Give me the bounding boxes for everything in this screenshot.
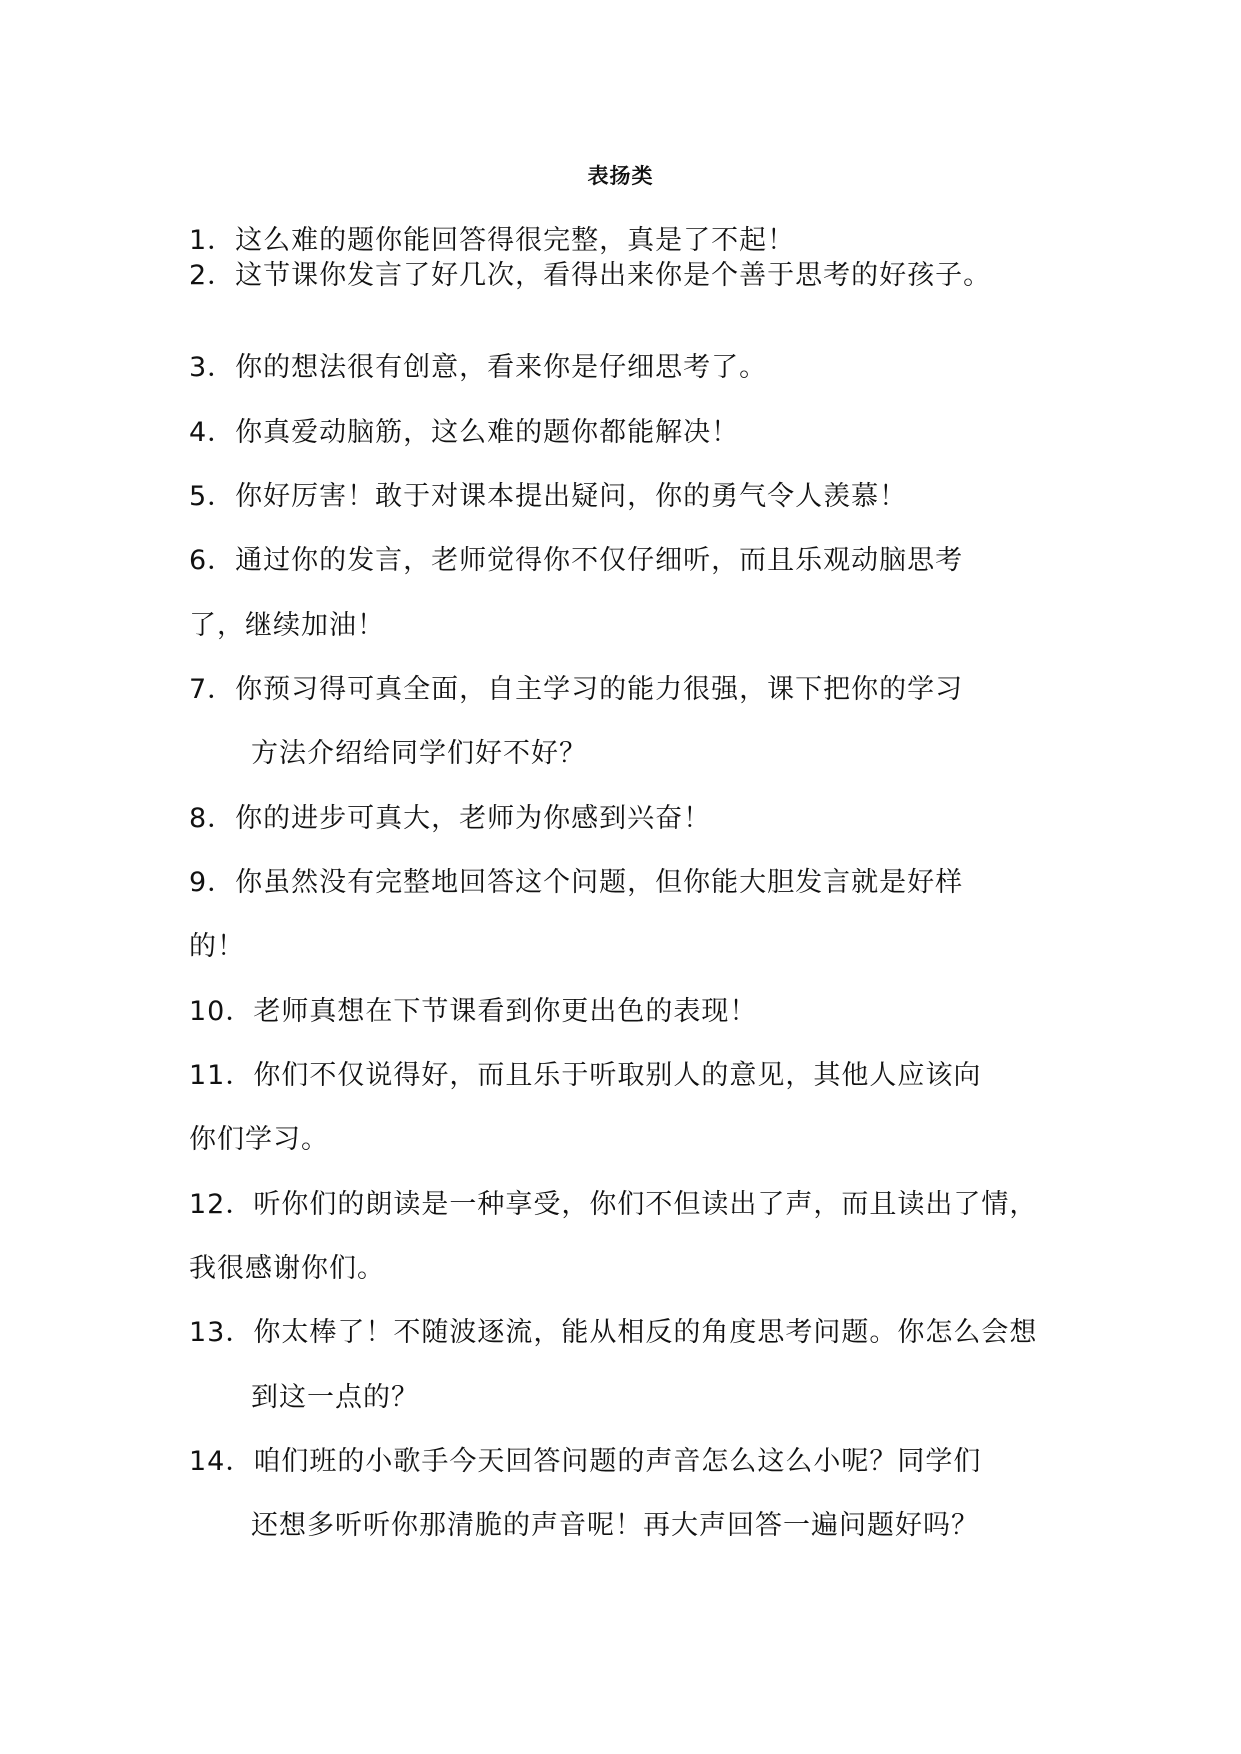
list-item-1: 1．这么难的题你能回答得很完整，真是了不起！ <box>189 225 796 256</box>
list-item-10: 10．老师真想在下节课看到你更出色的表现！ <box>189 996 758 1027</box>
list-item-13-line-2: 到这一点的？ <box>251 1382 419 1413</box>
list-item-11-line-2: 你们学习。 <box>189 1124 329 1155</box>
list-item-6-line-2: 了，继续加油！ <box>189 610 385 641</box>
list-item-7-line-2: 方法介绍给同学们好不好？ <box>251 738 587 769</box>
list-item-13-line-1: 13．你太棒了！不随波逐流，能从相反的角度思考问题。你怎么会想 <box>189 1317 1038 1348</box>
list-item-6-line-1: 6．通过你的发言，老师觉得你不仅仔细听，而且乐观动脑思考 <box>189 545 964 576</box>
list-item-12-line-1: 12．听你们的朗读是一种享受，你们不但读出了声，而且读出了情， <box>189 1189 1038 1220</box>
list-item-5: 5．你好厉害！敢于对课本提出疑问，你的勇气令人羡慕！ <box>189 481 908 512</box>
list-item-14-line-1: 14．咱们班的小歌手今天回答问题的声音怎么这么小呢？同学们 <box>189 1446 982 1477</box>
list-item-3: 3．你的想法很有创意，看来你是仔细思考了。 <box>189 352 768 383</box>
list-item-9-line-2: 的！ <box>189 931 245 962</box>
list-item-2: 2．这节课你发言了好几次，看得出来你是个善于思考的好孩子。 <box>189 260 992 291</box>
list-item-12-line-2: 我很感谢你们。 <box>189 1253 385 1284</box>
page-title: 表扬类 <box>587 164 654 188</box>
list-item-11-line-1: 11．你们不仅说得好，而且乐于听取别人的意见，其他人应该向 <box>189 1060 982 1091</box>
list-item-4: 4．你真爱动脑筋，这么难的题你都能解决！ <box>189 417 740 448</box>
list-item-7-line-1: 7．你预习得可真全面，自主学习的能力很强，课下把你的学习 <box>189 674 964 705</box>
list-item-9-line-1: 9．你虽然没有完整地回答这个问题，但你能大胆发言就是好样 <box>189 867 964 898</box>
list-item-14-line-2: 还想多听听你那清脆的声音呢！再大声回答一遍问题好吗？ <box>251 1510 979 1541</box>
list-item-8: 8．你的进步可真大，老师为你感到兴奋！ <box>189 803 712 834</box>
